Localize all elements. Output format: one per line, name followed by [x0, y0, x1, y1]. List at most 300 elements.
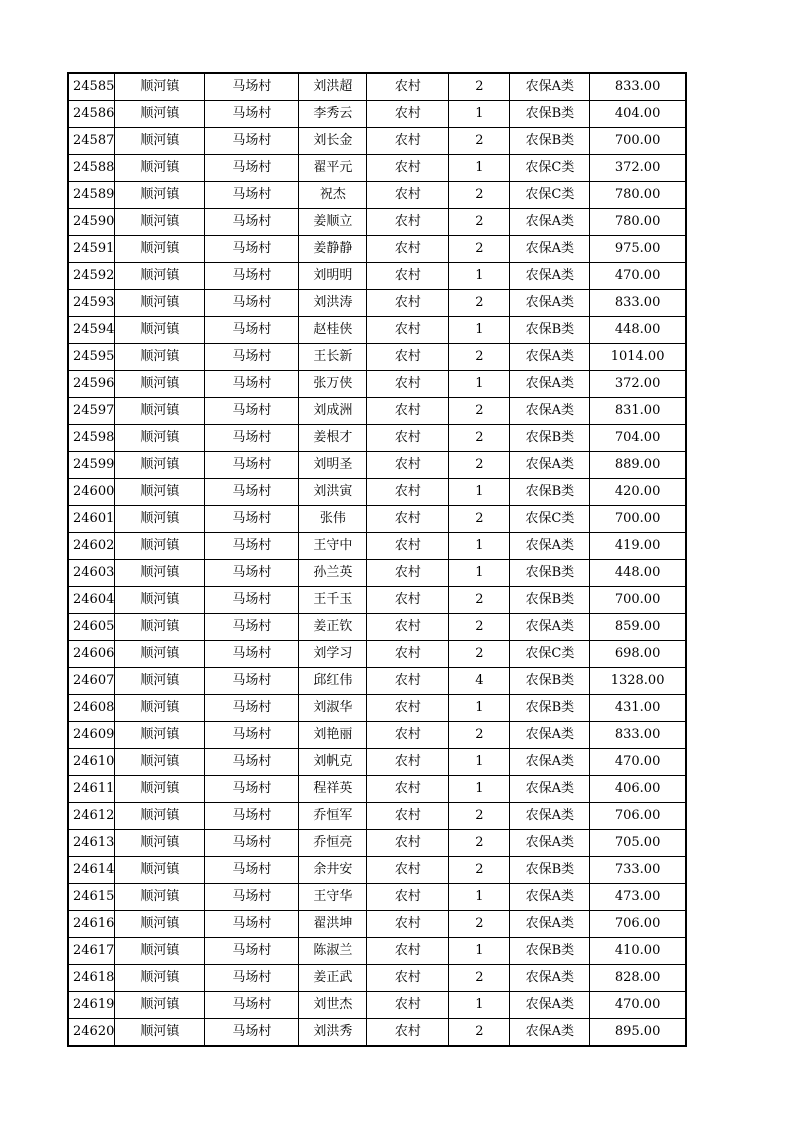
- cell-town: 顺河镇: [115, 533, 205, 560]
- table-row: [68, 560, 686, 587]
- cell-count: 2: [449, 506, 510, 533]
- cell-category: 农保A类: [510, 992, 590, 1019]
- cell-id: 24602: [68, 533, 115, 560]
- table-row: [68, 73, 686, 101]
- cell-count: 2: [449, 236, 510, 263]
- cell-category: 农保B类: [510, 857, 590, 884]
- cell-amount: 419.00: [590, 533, 686, 560]
- cell-town: 顺河镇: [115, 128, 205, 155]
- cell-name: 刘长金: [299, 128, 367, 155]
- cell-town: 顺河镇: [115, 668, 205, 695]
- cell-name: 孙兰英: [299, 560, 367, 587]
- cell-name: 刘洪秀: [299, 1019, 367, 1047]
- cell-id: 24593: [68, 290, 115, 317]
- cell-amount: 473.00: [590, 884, 686, 911]
- cell-count: 2: [449, 398, 510, 425]
- cell-id: 24592: [68, 263, 115, 290]
- cell-id: 24611: [68, 776, 115, 803]
- cell-id: 24607: [68, 668, 115, 695]
- cell-id: 24598: [68, 425, 115, 452]
- cell-count: 2: [449, 344, 510, 371]
- cell-town: 顺河镇: [115, 776, 205, 803]
- cell-village: 马场村: [205, 236, 299, 263]
- table-row: [68, 938, 686, 965]
- cell-count: 2: [449, 830, 510, 857]
- cell-name: 王守中: [299, 533, 367, 560]
- cell-village: 马场村: [205, 749, 299, 776]
- cell-village: 马场村: [205, 209, 299, 236]
- cell-name: 姜静静: [299, 236, 367, 263]
- cell-category: 农保A类: [510, 803, 590, 830]
- table-row: [68, 803, 686, 830]
- cell-id: 24613: [68, 830, 115, 857]
- cell-village: 马场村: [205, 587, 299, 614]
- cell-town: 顺河镇: [115, 641, 205, 668]
- cell-village: 马场村: [205, 614, 299, 641]
- cell-town: 顺河镇: [115, 695, 205, 722]
- cell-name: 邱红伟: [299, 668, 367, 695]
- cell-town: 顺河镇: [115, 344, 205, 371]
- cell-id: 24587: [68, 128, 115, 155]
- cell-area: 农村: [367, 776, 449, 803]
- cell-id: 24586: [68, 101, 115, 128]
- cell-category: 农保A类: [510, 290, 590, 317]
- cell-amount: 889.00: [590, 452, 686, 479]
- cell-village: 马场村: [205, 776, 299, 803]
- cell-area: 农村: [367, 614, 449, 641]
- cell-village: 马场村: [205, 965, 299, 992]
- cell-category: 农保A类: [510, 830, 590, 857]
- cell-count: 1: [449, 533, 510, 560]
- cell-id: 24614: [68, 857, 115, 884]
- cell-category: 农保A类: [510, 614, 590, 641]
- cell-count: 1: [449, 317, 510, 344]
- cell-category: 农保B类: [510, 317, 590, 344]
- cell-town: 顺河镇: [115, 182, 205, 209]
- cell-name: 王守华: [299, 884, 367, 911]
- cell-amount: 859.00: [590, 614, 686, 641]
- cell-area: 农村: [367, 911, 449, 938]
- cell-amount: 831.00: [590, 398, 686, 425]
- table-row: [68, 695, 686, 722]
- cell-id: 24601: [68, 506, 115, 533]
- cell-amount: 420.00: [590, 479, 686, 506]
- cell-amount: 895.00: [590, 1019, 686, 1047]
- cell-id: 24594: [68, 317, 115, 344]
- cell-area: 农村: [367, 398, 449, 425]
- cell-area: 农村: [367, 965, 449, 992]
- cell-count: 2: [449, 209, 510, 236]
- cell-name: 乔恒军: [299, 803, 367, 830]
- cell-area: 农村: [367, 371, 449, 398]
- cell-area: 农村: [367, 560, 449, 587]
- cell-count: 1: [449, 155, 510, 182]
- cell-name: 刘洪寅: [299, 479, 367, 506]
- cell-id: 24596: [68, 371, 115, 398]
- cell-category: 农保A类: [510, 452, 590, 479]
- cell-id: 24612: [68, 803, 115, 830]
- cell-name: 刘世杰: [299, 992, 367, 1019]
- table-row: [68, 911, 686, 938]
- table-row: [68, 479, 686, 506]
- cell-village: 马场村: [205, 668, 299, 695]
- cell-area: 农村: [367, 1019, 449, 1047]
- cell-count: 2: [449, 182, 510, 209]
- table-row: [68, 776, 686, 803]
- cell-category: 农保A类: [510, 965, 590, 992]
- cell-id: 24606: [68, 641, 115, 668]
- cell-category: 农保C类: [510, 506, 590, 533]
- cell-name: 刘艳丽: [299, 722, 367, 749]
- cell-amount: 1014.00: [590, 344, 686, 371]
- cell-category: 农保A类: [510, 749, 590, 776]
- cell-area: 农村: [367, 641, 449, 668]
- cell-count: 1: [449, 884, 510, 911]
- table-row: [68, 398, 686, 425]
- cell-name: 余井安: [299, 857, 367, 884]
- cell-town: 顺河镇: [115, 992, 205, 1019]
- cell-town: 顺河镇: [115, 452, 205, 479]
- cell-village: 马场村: [205, 344, 299, 371]
- cell-village: 马场村: [205, 73, 299, 101]
- cell-name: 赵桂侠: [299, 317, 367, 344]
- table-row: [68, 992, 686, 1019]
- cell-village: 马场村: [205, 101, 299, 128]
- cell-amount: 372.00: [590, 371, 686, 398]
- cell-category: 农保B类: [510, 101, 590, 128]
- cell-amount: 780.00: [590, 182, 686, 209]
- table-row: [68, 425, 686, 452]
- cell-id: 24588: [68, 155, 115, 182]
- table-row: [68, 857, 686, 884]
- cell-count: 2: [449, 803, 510, 830]
- table-row: [68, 128, 686, 155]
- cell-village: 马场村: [205, 155, 299, 182]
- cell-town: 顺河镇: [115, 236, 205, 263]
- cell-id: 24595: [68, 344, 115, 371]
- cell-area: 农村: [367, 992, 449, 1019]
- cell-area: 农村: [367, 317, 449, 344]
- cell-count: 2: [449, 587, 510, 614]
- cell-area: 农村: [367, 506, 449, 533]
- cell-area: 农村: [367, 938, 449, 965]
- cell-category: 农保B类: [510, 560, 590, 587]
- cell-area: 农村: [367, 587, 449, 614]
- cell-name: 翟洪坤: [299, 911, 367, 938]
- cell-area: 农村: [367, 344, 449, 371]
- cell-id: 24600: [68, 479, 115, 506]
- cell-town: 顺河镇: [115, 938, 205, 965]
- cell-id: 24608: [68, 695, 115, 722]
- cell-count: 2: [449, 128, 510, 155]
- cell-name: 姜顺立: [299, 209, 367, 236]
- cell-name: 刘洪涛: [299, 290, 367, 317]
- cell-name: 刘帆克: [299, 749, 367, 776]
- cell-village: 马场村: [205, 803, 299, 830]
- cell-town: 顺河镇: [115, 587, 205, 614]
- cell-town: 顺河镇: [115, 857, 205, 884]
- cell-category: 农保C类: [510, 182, 590, 209]
- cell-town: 顺河镇: [115, 290, 205, 317]
- cell-town: 顺河镇: [115, 73, 205, 101]
- cell-amount: 780.00: [590, 209, 686, 236]
- cell-name: 刘成洲: [299, 398, 367, 425]
- cell-id: 24616: [68, 911, 115, 938]
- cell-name: 刘明明: [299, 263, 367, 290]
- table-row: [68, 830, 686, 857]
- cell-village: 马场村: [205, 452, 299, 479]
- cell-id: 24604: [68, 587, 115, 614]
- cell-area: 农村: [367, 155, 449, 182]
- cell-area: 农村: [367, 884, 449, 911]
- cell-name: 姜正武: [299, 965, 367, 992]
- table-row: [68, 614, 686, 641]
- cell-amount: 975.00: [590, 236, 686, 263]
- cell-amount: 406.00: [590, 776, 686, 803]
- cell-category: 农保B类: [510, 668, 590, 695]
- table-row: [68, 506, 686, 533]
- cell-count: 2: [449, 641, 510, 668]
- cell-category: 农保A类: [510, 209, 590, 236]
- cell-amount: 706.00: [590, 803, 686, 830]
- cell-count: 1: [449, 938, 510, 965]
- cell-area: 农村: [367, 803, 449, 830]
- cell-count: 2: [449, 965, 510, 992]
- cell-area: 农村: [367, 722, 449, 749]
- cell-amount: 431.00: [590, 695, 686, 722]
- table-row: [68, 452, 686, 479]
- cell-village: 马场村: [205, 884, 299, 911]
- cell-town: 顺河镇: [115, 263, 205, 290]
- cell-category: 农保A类: [510, 371, 590, 398]
- table-row: [68, 587, 686, 614]
- cell-town: 顺河镇: [115, 722, 205, 749]
- cell-town: 顺河镇: [115, 398, 205, 425]
- cell-count: 2: [449, 857, 510, 884]
- cell-id: 24605: [68, 614, 115, 641]
- cell-village: 马场村: [205, 317, 299, 344]
- cell-category: 农保C类: [510, 155, 590, 182]
- cell-count: 2: [449, 614, 510, 641]
- cell-id: 24585: [68, 73, 115, 101]
- cell-count: 1: [449, 479, 510, 506]
- cell-id: 24610: [68, 749, 115, 776]
- cell-name: 张伟: [299, 506, 367, 533]
- cell-village: 马场村: [205, 830, 299, 857]
- cell-name: 刘明圣: [299, 452, 367, 479]
- cell-town: 顺河镇: [115, 371, 205, 398]
- cell-id: 24597: [68, 398, 115, 425]
- cell-category: 农保B类: [510, 695, 590, 722]
- cell-name: 刘学习: [299, 641, 367, 668]
- cell-name: 姜根才: [299, 425, 367, 452]
- table-row: [68, 884, 686, 911]
- cell-area: 农村: [367, 668, 449, 695]
- cell-category: 农保A类: [510, 1019, 590, 1047]
- table-row: [68, 668, 686, 695]
- table-row: [68, 722, 686, 749]
- cell-town: 顺河镇: [115, 209, 205, 236]
- cell-amount: 470.00: [590, 992, 686, 1019]
- cell-name: 陈淑兰: [299, 938, 367, 965]
- cell-amount: 700.00: [590, 128, 686, 155]
- cell-category: 农保A类: [510, 911, 590, 938]
- cell-count: 1: [449, 776, 510, 803]
- cell-town: 顺河镇: [115, 614, 205, 641]
- cell-name: 王长新: [299, 344, 367, 371]
- table-row: [68, 533, 686, 560]
- cell-area: 农村: [367, 182, 449, 209]
- cell-area: 农村: [367, 73, 449, 101]
- cell-area: 农村: [367, 101, 449, 128]
- cell-village: 马场村: [205, 371, 299, 398]
- cell-village: 马场村: [205, 722, 299, 749]
- cell-area: 农村: [367, 479, 449, 506]
- cell-town: 顺河镇: [115, 560, 205, 587]
- cell-town: 顺河镇: [115, 965, 205, 992]
- cell-name: 翟平元: [299, 155, 367, 182]
- cell-category: 农保A类: [510, 398, 590, 425]
- cell-id: 24591: [68, 236, 115, 263]
- cell-name: 程祥英: [299, 776, 367, 803]
- cell-id: 24618: [68, 965, 115, 992]
- cell-count: 2: [449, 290, 510, 317]
- data-table: [67, 72, 687, 1047]
- cell-category: 农保A类: [510, 344, 590, 371]
- cell-count: 2: [449, 911, 510, 938]
- cell-category: 农保C类: [510, 641, 590, 668]
- cell-category: 农保A类: [510, 236, 590, 263]
- table-body: [68, 73, 686, 1046]
- cell-amount: 410.00: [590, 938, 686, 965]
- cell-count: 1: [449, 695, 510, 722]
- cell-town: 顺河镇: [115, 830, 205, 857]
- cell-area: 农村: [367, 263, 449, 290]
- cell-category: 农保B类: [510, 587, 590, 614]
- cell-name: 张万侠: [299, 371, 367, 398]
- cell-area: 农村: [367, 533, 449, 560]
- cell-village: 马场村: [205, 641, 299, 668]
- cell-area: 农村: [367, 425, 449, 452]
- cell-area: 农村: [367, 290, 449, 317]
- table-row: [68, 263, 686, 290]
- table-row: [68, 317, 686, 344]
- cell-area: 农村: [367, 695, 449, 722]
- cell-amount: 470.00: [590, 263, 686, 290]
- cell-amount: 404.00: [590, 101, 686, 128]
- cell-village: 马场村: [205, 506, 299, 533]
- cell-town: 顺河镇: [115, 911, 205, 938]
- cell-town: 顺河镇: [115, 425, 205, 452]
- cell-amount: 470.00: [590, 749, 686, 776]
- table-row: [68, 155, 686, 182]
- cell-id: 24603: [68, 560, 115, 587]
- cell-village: 马场村: [205, 992, 299, 1019]
- cell-category: 农保A类: [510, 776, 590, 803]
- cell-village: 马场村: [205, 425, 299, 452]
- cell-amount: 700.00: [590, 506, 686, 533]
- cell-amount: 700.00: [590, 587, 686, 614]
- cell-id: 24609: [68, 722, 115, 749]
- cell-village: 马场村: [205, 263, 299, 290]
- cell-count: 2: [449, 425, 510, 452]
- cell-name: 姜正钦: [299, 614, 367, 641]
- cell-village: 马场村: [205, 911, 299, 938]
- cell-village: 马场村: [205, 1019, 299, 1047]
- cell-count: 1: [449, 371, 510, 398]
- cell-town: 顺河镇: [115, 803, 205, 830]
- cell-amount: 448.00: [590, 317, 686, 344]
- cell-count: 4: [449, 668, 510, 695]
- cell-village: 马场村: [205, 479, 299, 506]
- cell-village: 马场村: [205, 128, 299, 155]
- cell-count: 1: [449, 101, 510, 128]
- cell-count: 2: [449, 452, 510, 479]
- cell-area: 农村: [367, 830, 449, 857]
- cell-amount: 733.00: [590, 857, 686, 884]
- cell-count: 2: [449, 1019, 510, 1047]
- cell-town: 顺河镇: [115, 155, 205, 182]
- cell-count: 1: [449, 749, 510, 776]
- cell-name: 李秀云: [299, 101, 367, 128]
- cell-village: 马场村: [205, 695, 299, 722]
- cell-name: 王千玉: [299, 587, 367, 614]
- cell-id: 24615: [68, 884, 115, 911]
- cell-category: 农保A类: [510, 533, 590, 560]
- cell-count: 1: [449, 560, 510, 587]
- cell-category: 农保A类: [510, 263, 590, 290]
- table-row: [68, 371, 686, 398]
- cell-category: 农保B类: [510, 425, 590, 452]
- cell-village: 马场村: [205, 182, 299, 209]
- cell-town: 顺河镇: [115, 317, 205, 344]
- cell-amount: 698.00: [590, 641, 686, 668]
- table-row: [68, 344, 686, 371]
- cell-village: 马场村: [205, 857, 299, 884]
- cell-town: 顺河镇: [115, 101, 205, 128]
- table-row: [68, 749, 686, 776]
- cell-category: 农保B类: [510, 479, 590, 506]
- cell-count: 1: [449, 263, 510, 290]
- table-row: [68, 182, 686, 209]
- cell-amount: 1328.00: [590, 668, 686, 695]
- table-row: [68, 101, 686, 128]
- cell-town: 顺河镇: [115, 1019, 205, 1047]
- cell-name: 刘洪超: [299, 73, 367, 101]
- cell-name: 乔恒亮: [299, 830, 367, 857]
- cell-area: 农村: [367, 857, 449, 884]
- cell-amount: 448.00: [590, 560, 686, 587]
- cell-name: 祝杰: [299, 182, 367, 209]
- cell-count: 2: [449, 722, 510, 749]
- table-row: [68, 1019, 686, 1047]
- cell-category: 农保A类: [510, 884, 590, 911]
- cell-area: 农村: [367, 209, 449, 236]
- cell-amount: 833.00: [590, 722, 686, 749]
- cell-category: 农保B类: [510, 938, 590, 965]
- cell-amount: 372.00: [590, 155, 686, 182]
- cell-id: 24620: [68, 1019, 115, 1047]
- cell-town: 顺河镇: [115, 479, 205, 506]
- cell-amount: 704.00: [590, 425, 686, 452]
- cell-area: 农村: [367, 236, 449, 263]
- cell-area: 农村: [367, 452, 449, 479]
- table-row: [68, 965, 686, 992]
- cell-category: 农保A类: [510, 73, 590, 101]
- cell-category: 农保B类: [510, 128, 590, 155]
- cell-category: 农保A类: [510, 722, 590, 749]
- cell-id: 24589: [68, 182, 115, 209]
